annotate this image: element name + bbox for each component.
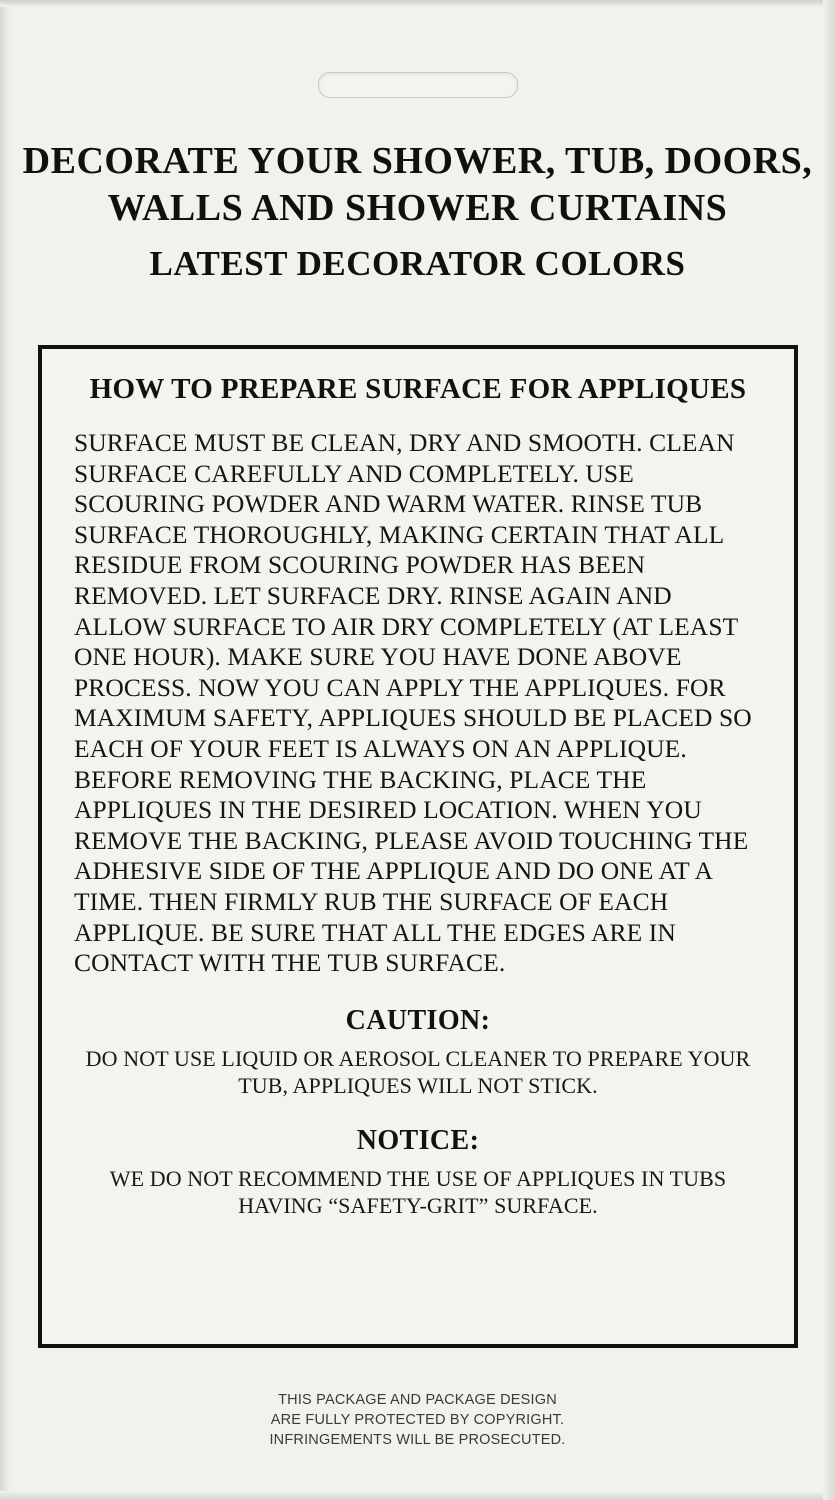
package-top-edge [0, 0, 835, 7]
caution-heading: CAUTION: [345, 1004, 491, 1036]
copyright-notice [0, 1390, 835, 1450]
package-bottom-edge [0, 1491, 835, 1500]
instructions-panel [38, 345, 798, 1348]
headline-line-1: DECORATE YOUR SHOWER, TUB, DOORS, [22, 140, 813, 182]
headline-line-2: WALLS AND SHOWER CURTAINS [107, 187, 728, 229]
caution-text: DO NOT USE LIQUID OR AEROSOL CLEANER TO PREPARE YOUR TUB, APPLIQUES WILL NOT STICK. [85, 1045, 751, 1098]
panel-title: HOW TO PREPARE SURFACE FOR APPLIQUES [89, 373, 747, 405]
hang-hole-slot [318, 72, 518, 98]
copyright-line-1: THIS PACKAGE AND PACKAGE DESIGN [278, 1392, 557, 1408]
instructions-text: SURFACE MUST BE CLEAN, DRY AND SMOOTH. CLEAN SURFACE CAREFULLY AND COMPLETELY. USE SCOURING POWDER AND WARM WATER. RINSE TUB SURFACE THOROUGHLY, MAKING CERTAIN THAT ALL RESIDUE FROM SCOURING POWDER HAS BEEN REMOVED. LET SURFACE DRY. RINSE AGAIN AND ALLOW SURFACE TO AIR DRY COMPLETELY (AT LEAST ONE HOUR). MAKE SURE YOU HAVE DONE ABOVE PROCESS. NOW YOU CAN APPLY THE APPLIQUES. FOR MAXIMUM SAFETY, APPLIQUES SHOULD BE PLACED SO EACH OF YOUR FEET IS ALWAYS ON AN APPLIQUE. BEFORE REMOVING THE BACKING, PLACE THE APPLIQUES IN THE DESIRED LOCATION. WHEN YOU REMOVE THE BACKING, PLEASE AVOID TOUCHING THE ADHESIVE SIDE OF THE APPLIQUE AND DO ONE AT A TIME. THEN FIRMLY RUB THE SURFACE OF EACH APPLIQUE. BE SURE THAT ALL THE EDGES ARE IN CONTACT WITH THE TUB SURFACE. [74, 428, 752, 978]
notice-heading: NOTICE: [356, 1124, 480, 1156]
headline [0, 138, 835, 296]
headline-line-3: LATEST DECORATOR COLORS [149, 244, 686, 283]
notice-text: WE DO NOT RECOMMEND THE USE OF APPLIQUES IN TUBS HAVING “SAFETY-GRIT” SURFACE. [109, 1165, 727, 1218]
copyright-line-3: INFRINGEMENTS WILL BE PROSECUTED. [269, 1432, 566, 1448]
copyright-line-2: ARE FULLY PROTECTED BY COPYRIGHT. [270, 1412, 565, 1428]
